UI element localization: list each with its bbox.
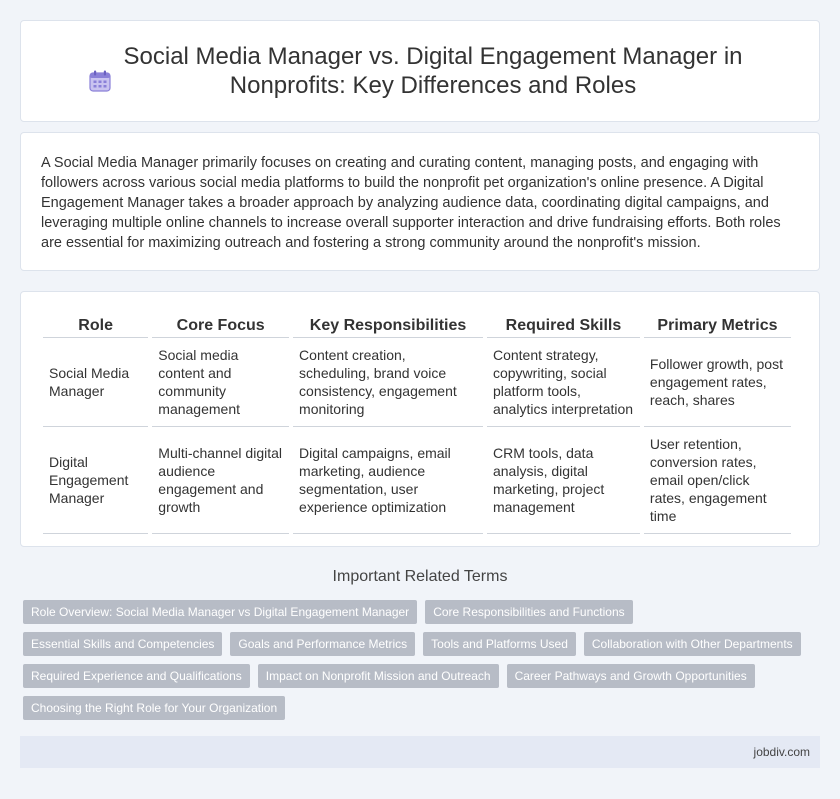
related-term-tag[interactable]: Core Responsibilities and Functions [425,600,632,624]
table-row [43,338,791,427]
related-term-tag[interactable]: Impact on Nonprofit Mission and Outreach [258,664,499,688]
table-cell: CRM tools, data analysis, digital marketing, project management [487,427,640,534]
related-term-tag[interactable]: Role Overview: Social Media Manager vs Digital Engagement Manager [23,600,417,624]
related-term-tag[interactable]: Career Pathways and Growth Opportunities [507,664,755,688]
related-term-tag[interactable]: Collaboration with Other Departments [584,632,801,656]
related-term-tag[interactable]: Required Experience and Qualifications [23,664,250,688]
table-row [43,427,791,534]
table-cell: Digital campaigns, email marketing, audience segmentation, user experience optimization [293,427,483,534]
table-cell: Content creation, scheduling, brand voice consistency, engagement monitoring [293,338,483,427]
table-header-row [43,312,791,338]
table-cell: Content strategy, copywriting, social platform tools, analytics interpretation [487,338,640,427]
related-terms-tags [23,600,813,720]
column-header-required-skills: Required Skills [487,312,640,338]
related-terms-title: Important Related Terms [332,568,508,585]
header-card [20,20,820,122]
footer [20,736,820,768]
table-cell: User retention, conversion rates, email open/click rates, engagement time [644,427,791,534]
table-cell: Multi-channel digital audience engagement and growth [152,427,289,534]
related-term-tag[interactable]: Goals and Performance Metrics [230,632,415,656]
table-cell: Digital Engagement Manager [43,427,148,534]
column-header-key-responsibilities: Key Responsibilities [293,312,483,338]
calendar-icon [87,68,113,94]
comparison-table-card [20,291,820,547]
column-header-primary-metrics: Primary Metrics [644,312,791,338]
comparison-table [39,312,795,534]
intro-paragraph: A Social Media Manager primarily focuses on creating and curating content, managing posts, and engaging with followers across various social media platforms to build the nonprofit pet organization's online presence. A Digital Engagement Manager takes a broader approach by analyzing audience data, coordinating digital campaigns, and leveraging multiple online channels to increase overall supporter interaction and drive fundraising efforts. Both roles are essential for maximizing outreach and fostering a strong community around the nonprofit's mission. [41,155,781,251]
footer-site-link[interactable]: jobdiv.com [753,745,810,759]
page-title: Social Media Manager vs. Digital Engagement Manager in Nonprofits: Key Differences and Roles [123,43,743,99]
header-inner [70,42,770,100]
table-cell: Social media content and community management [152,338,289,427]
table-cell: Follower growth, post engagement rates, reach, shares [644,338,791,427]
table-cell: Social Media Manager [43,338,148,427]
intro-card [20,132,820,271]
related-term-tag[interactable]: Tools and Platforms Used [423,632,576,656]
column-header-role: Role [43,312,148,338]
related-term-tag[interactable]: Choosing the Right Role for Your Organization [23,696,285,720]
related-term-tag[interactable]: Essential Skills and Competencies [23,632,222,656]
column-header-core-focus: Core Focus [152,312,289,338]
